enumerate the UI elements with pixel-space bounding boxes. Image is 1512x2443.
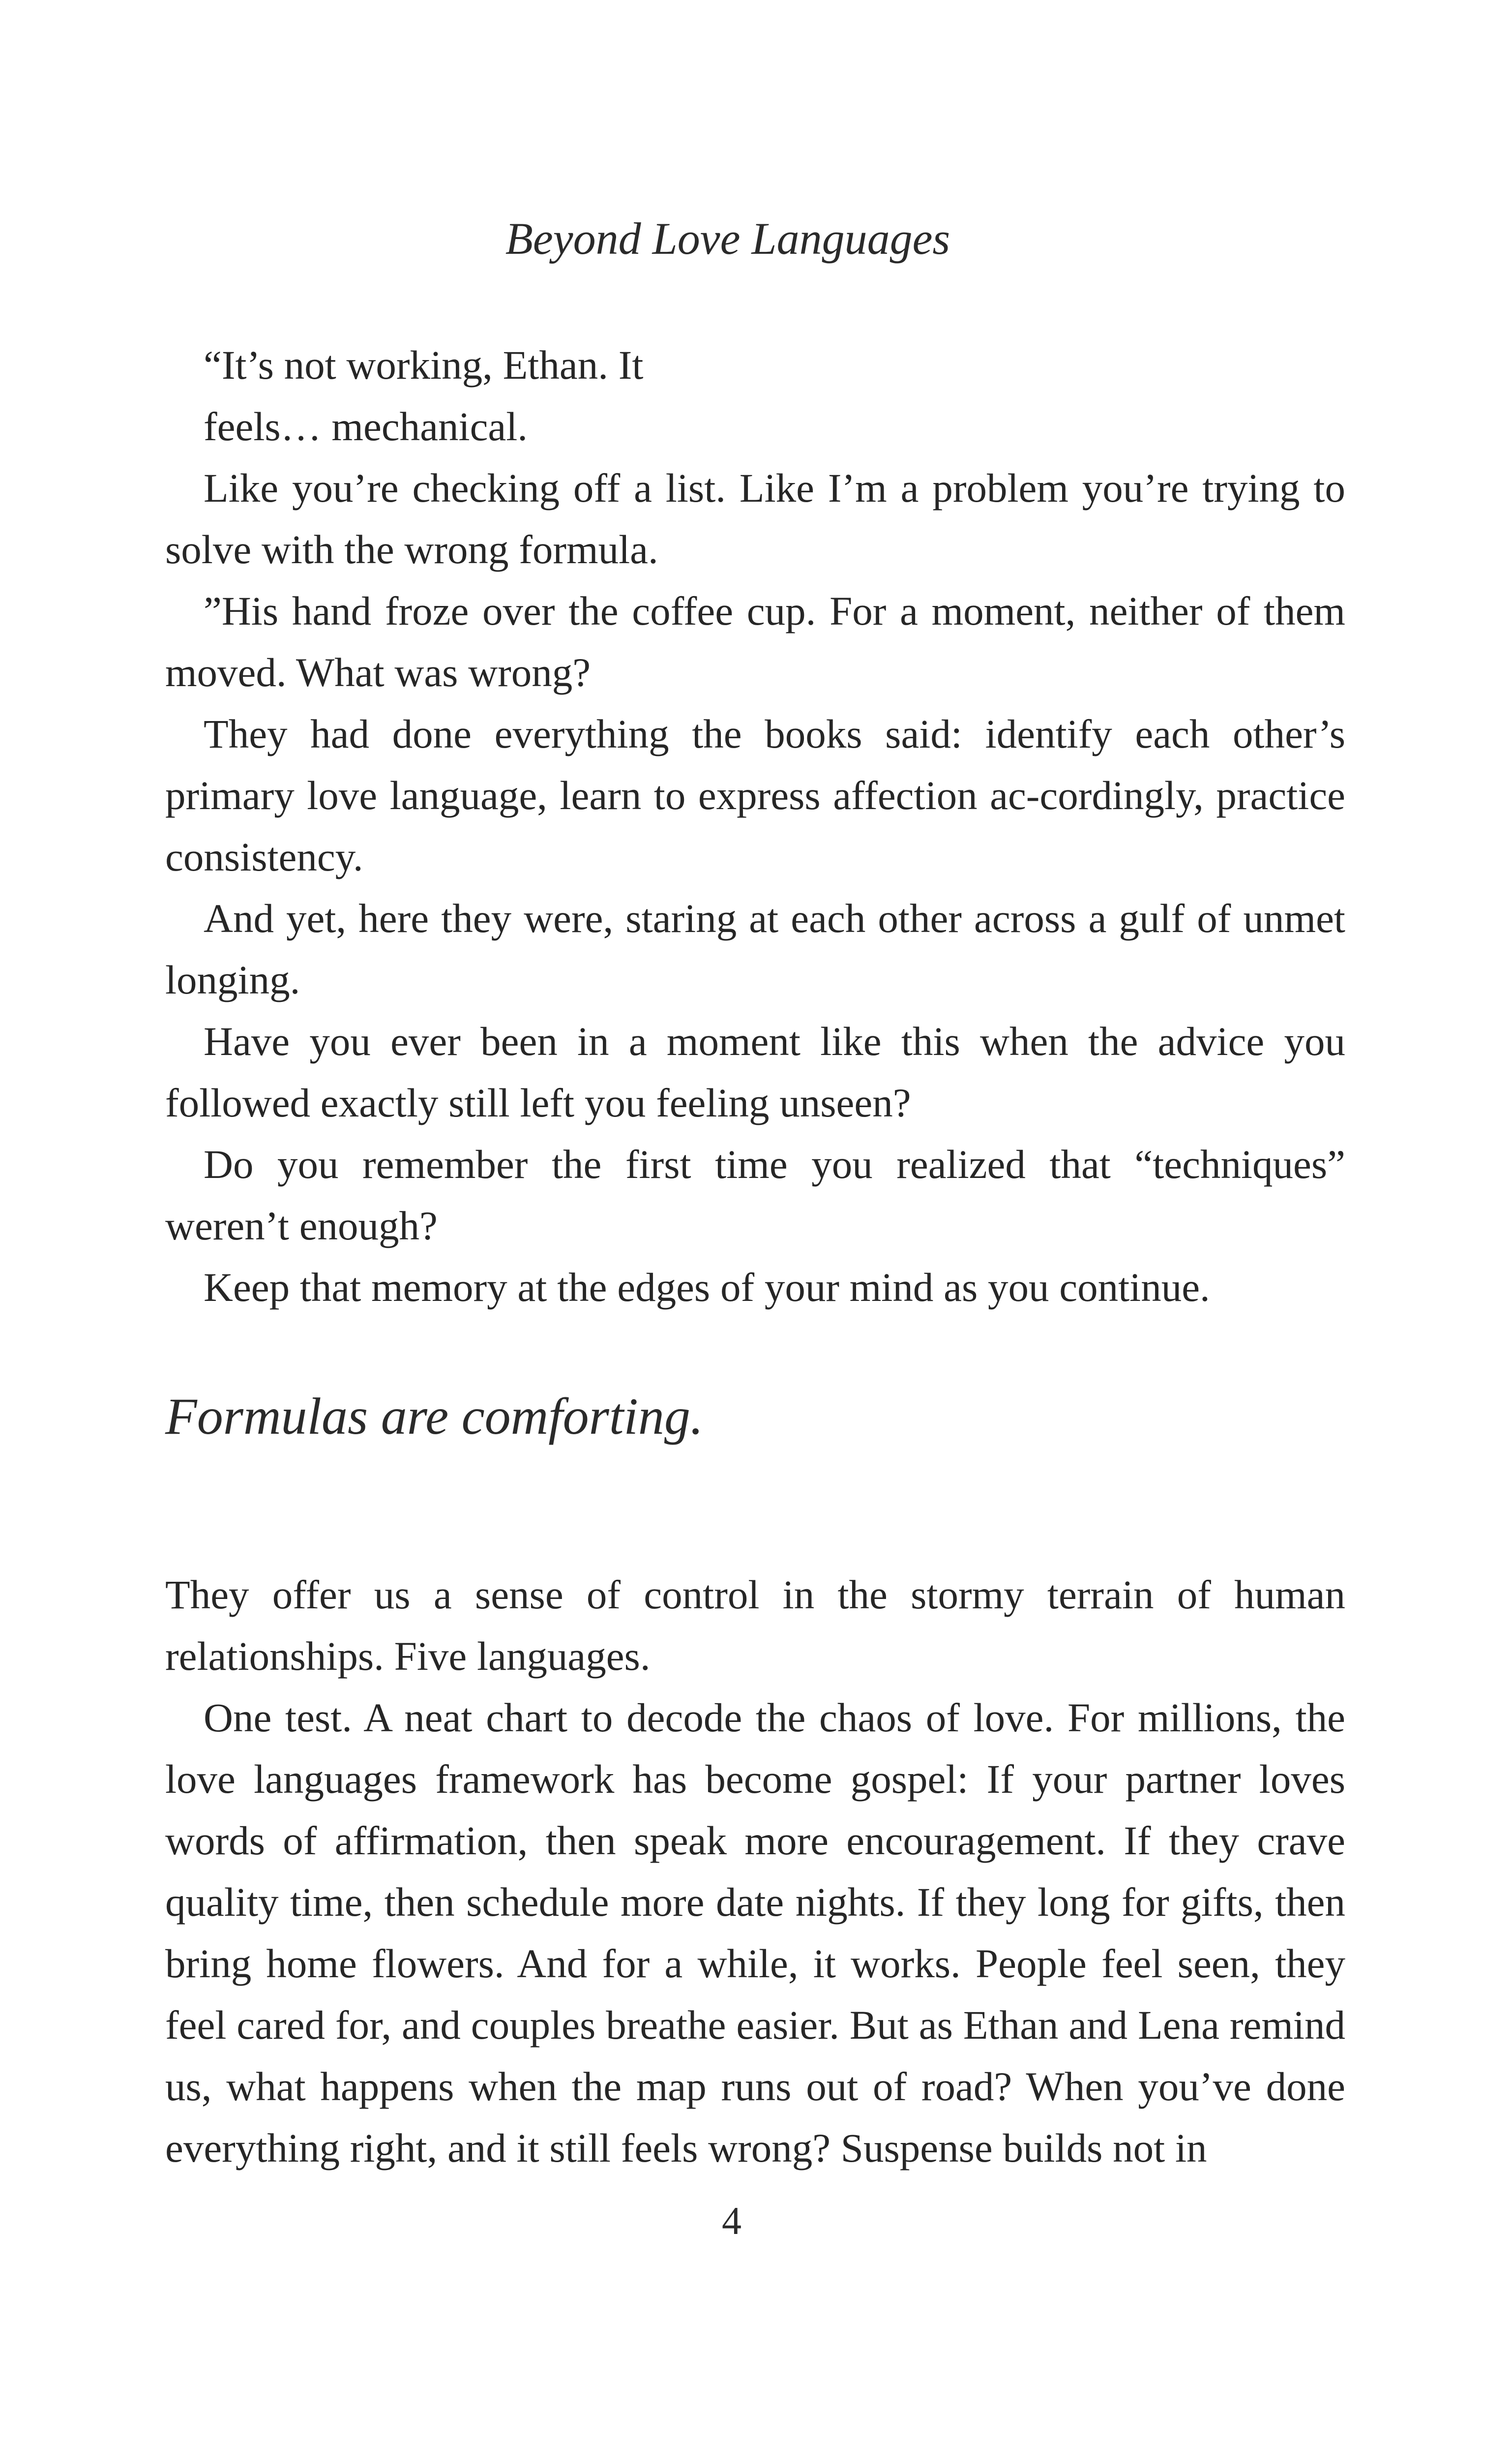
paragraph: They offer us a sense of control in the stormy terrain of human relationships. Five languages. (165, 1572, 1345, 1679)
running-head: Beyond Love Languages (505, 213, 950, 264)
paragraph: Have you ever been in a moment like this when the advice you followed exactly still left you feeling unseen? (165, 1019, 1345, 1125)
paragraph: And yet, here they were, staring at each other across a gulf of unmet longing. (165, 896, 1345, 1002)
paragraph: Like you’re checking off a list. Like I’m a problem you’re trying to solve with the wrong formula. (165, 465, 1345, 572)
paragraph: Keep that memory at the edges of your mind as you continue. (204, 1265, 1210, 1310)
paragraph: feels… mechanical. (204, 404, 528, 449)
paragraph: One test. A neat chart to decode the chaos of love. For millions, the love languages framework has become gospel: If your partner loves words of affirmation, then speak more encouragement. If they crave quality time, then schedule more date nights. If they long for gifts, then bring home flowers. And for a while, it works. People feel seen, they feel cared for, and couples breathe easier. But as Ethan and Lena remind us, what happens when the map runs out of road? When you’ve done everything right, and it still feels wrong? Suspense builds not in (165, 1695, 1345, 2171)
page-number: 4 (722, 2200, 741, 2243)
paragraph: “It’s not working, Ethan. It (204, 342, 644, 388)
paragraph: They had done everything the books said: identify each other’s primary love language, learn to express affection ac-cordingly, practice consistency. (165, 711, 1345, 879)
section-heading: Formulas are comforting. (165, 1387, 704, 1445)
paragraph: Do you remember the first time you realized that “techniques” weren’t enough? (165, 1142, 1345, 1248)
paragraph: ”His hand froze over the coffee cup. For a moment, neither of them moved. What was wrong? (165, 588, 1345, 695)
